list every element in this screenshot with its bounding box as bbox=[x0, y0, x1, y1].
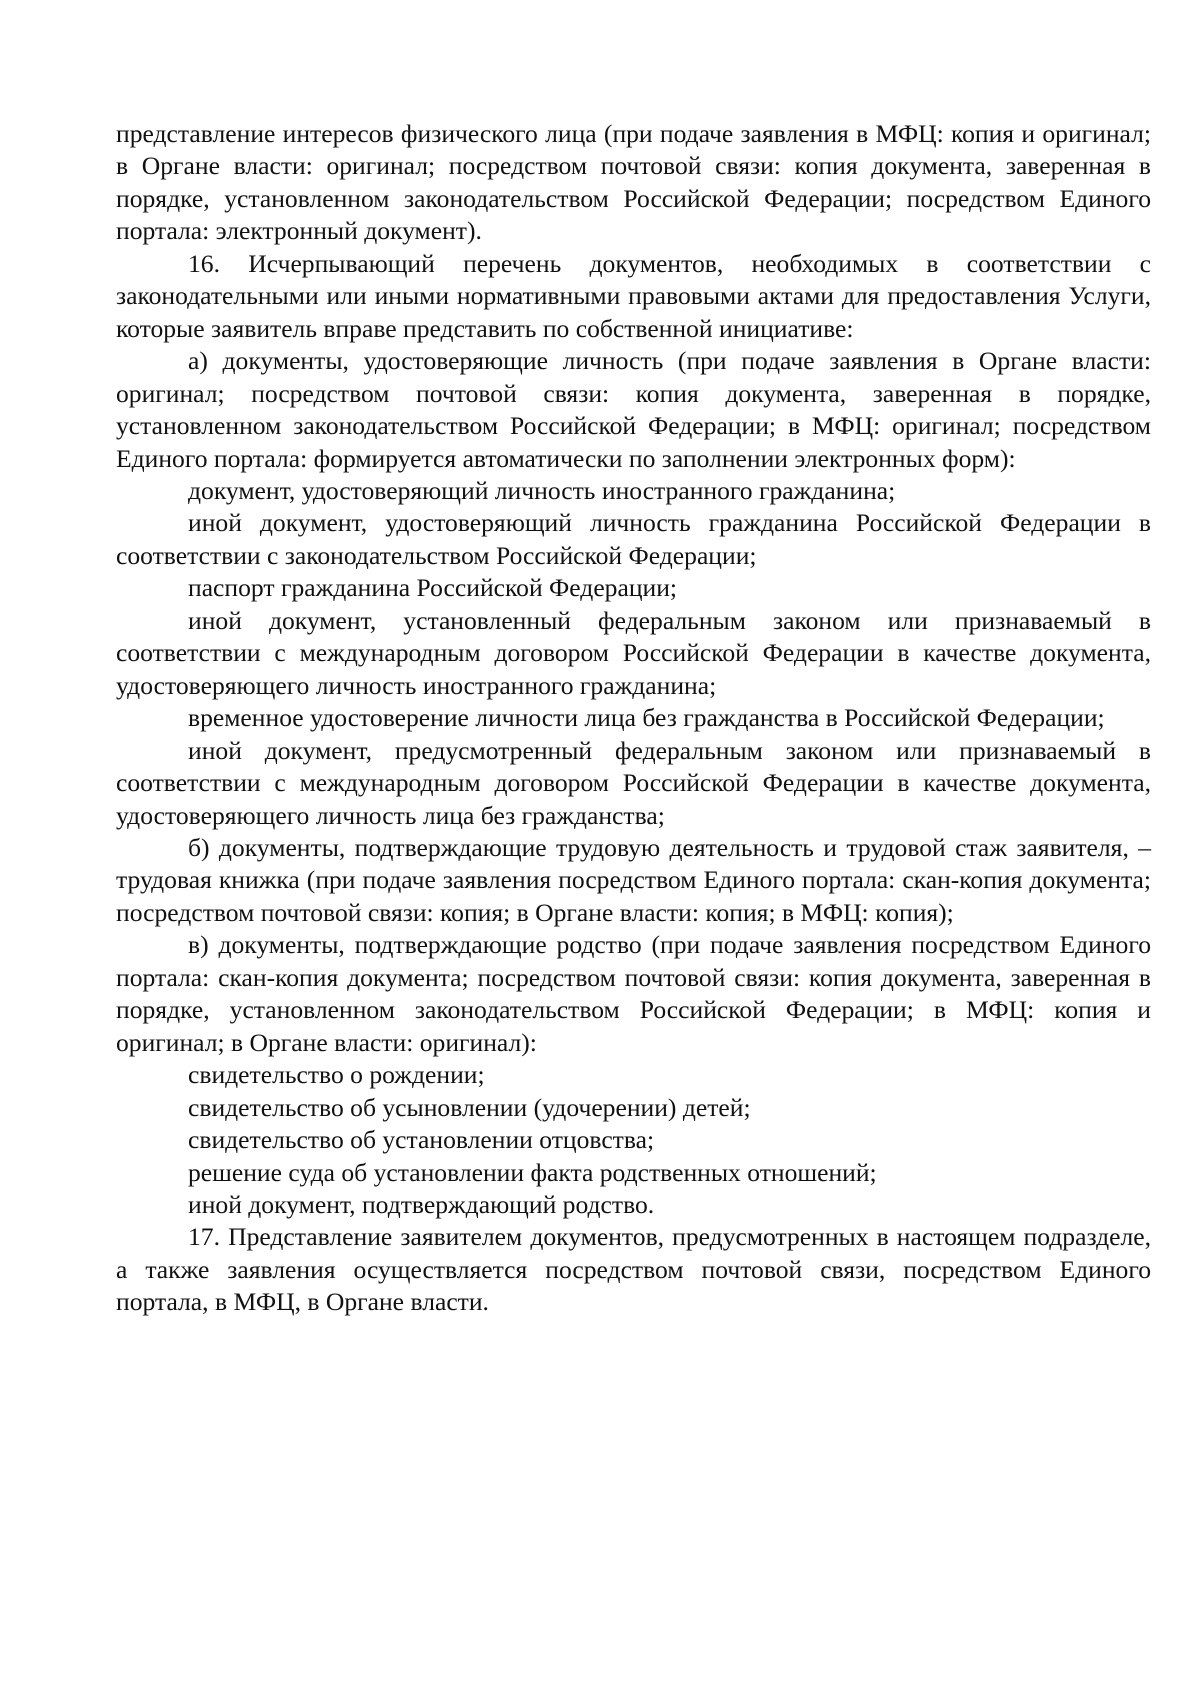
list-item-temporary-stateless-id: временное удостоверение личности лица без гражданства в Российской Федерации; bbox=[188, 703, 1105, 733]
list-item-court-decision: решение суда об установлении факта родственных отношений; bbox=[188, 1157, 877, 1187]
paragraph-16-a: а) документы, удостоверяющие личность (при подаче заявления в Органе власти: оригинал; посредством почтовой связи: копия документа, заверенная в порядке, установленном законодательством Российской Федерации; в МФЦ: оригинал; посредством Единого портала: формируется автоматически по заполнении электронных форм): bbox=[116, 346, 1151, 473]
list-item-other-foreign-id: иной документ, установленный федеральным законом или признаваемый в соответствии с международным договором Российской Федерации в качестве документа, удостоверяющего личность иностранного гражданина; bbox=[116, 605, 1151, 700]
list-item-other-kinship-document: иной документ, подтверждающий родство. bbox=[188, 1189, 655, 1219]
paragraph-representation-continuation: представление интересов физического лица (при подаче заявления в МФЦ: копия и оригинал; в Органе власти: оригинал; посредством почтовой связи: копия документа, заверенная в порядке, установленном законодательством Российской Федерации; посредством Единого портала: электронный документ). bbox=[116, 119, 1151, 246]
document-body bbox=[116, 118, 1151, 1319]
list-item-other-stateless-id: иной документ, предусмотренный федеральным законом или признаваемый в соответствии с международным договором Российской Федерации в качестве документа, удостоверяющего личность лица без гражданства; bbox=[116, 735, 1151, 830]
list-item-adoption-certificate: свидетельство об усыновлении (удочерении) детей; bbox=[188, 1092, 751, 1122]
list-item-paternity-certificate: свидетельство об установлении отцовства; bbox=[188, 1125, 655, 1155]
list-item-birth-certificate: свидетельство о рождении; bbox=[188, 1060, 485, 1090]
paragraph-16-b: б) документы, подтверждающие трудовую деятельность и трудовой стаж заявителя, – трудовая книжка (при подаче заявления посредством Единого портала: скан-копия документа; посредством почтовой связи: копия; в Органе власти: копия; в МФЦ: копия); bbox=[116, 832, 1151, 927]
list-item-passport: паспорт гражданина Российской Федерации; bbox=[188, 573, 678, 603]
paragraph-17: 17. Представление заявителем документов, предусмотренных в настоящем подразделе, а также заявления осуществляется посредством почтовой связи, посредством Единого портала, в МФЦ, в Органе власти. bbox=[116, 1222, 1151, 1317]
paragraph-16: 16. Исчерпывающий перечень документов, необходимых в соответствии с законодательными или иными нормативными правовыми актами для предоставления Услуги, которые заявитель вправе представить по собственной инициативе: bbox=[116, 248, 1151, 343]
list-item-other-citizen-id: иной документ, удостоверяющий личность гражданина Российской Федерации в соответствии с законодательством Российской Федерации; bbox=[116, 508, 1151, 570]
list-item-foreign-citizen-id: документ, удостоверяющий личность иностранного гражданина; bbox=[188, 475, 896, 505]
paragraph-16-v: в) документы, подтверждающие родство (при подаче заявления посредством Единого портала: скан-копия документа; посредством почтовой связи: копия документа, заверенная в порядке, установленном законодательством Российской Федерации; в МФЦ: копия и оригинал; в Органе власти: оригинал): bbox=[116, 930, 1151, 1057]
